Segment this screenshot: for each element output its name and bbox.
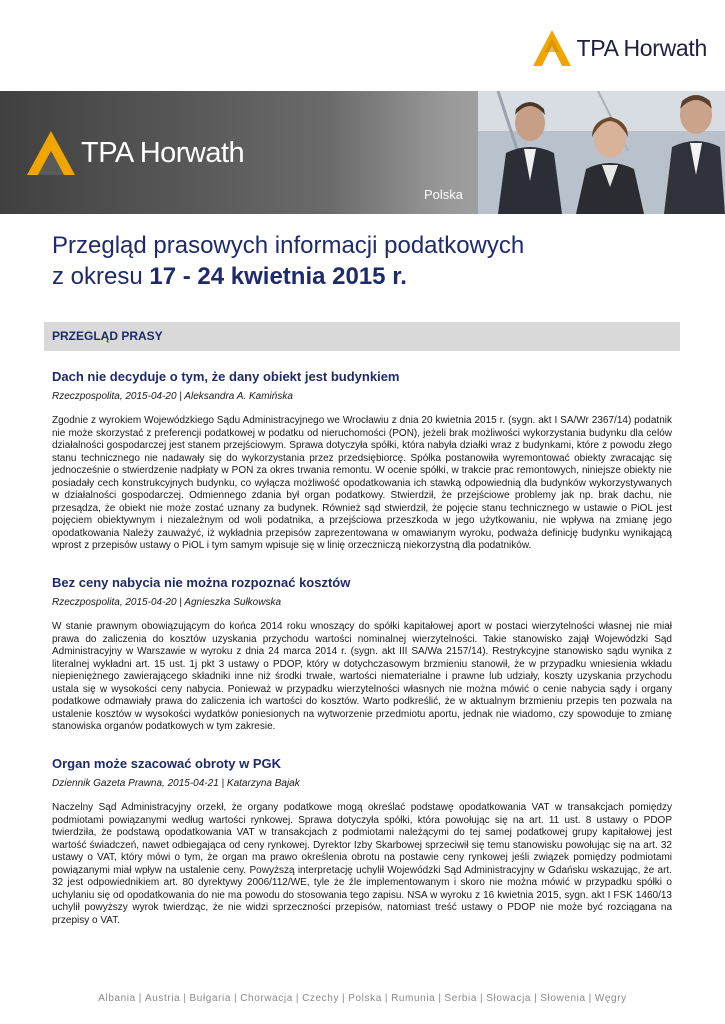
footer-country: Polska <box>348 993 382 1004</box>
title-line-1: Przegląd prasowych informacji podatkowych <box>52 232 525 259</box>
footer-separator: | <box>480 993 484 1004</box>
footer-country: Albania <box>98 993 136 1004</box>
title-date-range: 17 - 24 kwietnia 2015 r. <box>149 263 407 290</box>
footer-country: Węgry <box>594 993 627 1004</box>
footer-country: Chorwacja <box>240 993 293 1004</box>
footer-country-list <box>0 993 725 1004</box>
peak-logo-icon <box>25 129 77 177</box>
article <box>52 575 672 734</box>
footer-country: Austria <box>145 993 181 1004</box>
country-label: Polska <box>424 187 464 202</box>
page-title <box>52 230 682 292</box>
section-label: PRZEGLĄD PRASY <box>52 329 163 343</box>
article-source: Rzeczpospolita, 2015-04-20 | Aleksandra A. Kamińska <box>52 391 293 402</box>
article <box>52 369 672 553</box>
article-heading: Dach nie decyduje o tym, że dany obiekt jest budynkiem <box>52 369 400 384</box>
footer-separator: | <box>342 993 346 1004</box>
section-header <box>44 322 680 351</box>
footer-separator: | <box>138 993 142 1004</box>
footer-separator: | <box>588 993 592 1004</box>
business-people-photo <box>478 91 725 214</box>
brand-name: TPA Horwath <box>576 34 707 61</box>
footer-country: Rumunia <box>391 993 436 1004</box>
banner-brand-name: TPA Horwath <box>81 136 245 169</box>
footer-country: Czechy <box>302 993 340 1004</box>
article-body: Zgodnie z wyrokiem Wojewódzkiego Sądu Administracyjnego we Wrocławiu z dnia 20 kwietnia 2015 r. (sygn. akt I SA/Wr 2367/14) podatnik nie może skorzystać z preferencji podatkowej w podatku od nieruchomości (PON), jeżeli brak możliwości wykorzystania budynku dla celów działalności gospodarczej jest stanem przejściowym. Sprawa dotyczyła spółki, która nabyła działki wraz z budynkami, które z powodu złego stanu technicznego nie nadawały się do wykorzystania przez przedsiębiorcę. Spółka postanowiła wyremontować obiekty zwracając się jednocześnie o stwierdzenie nadpłaty w PON za okres trwania remontu. W ocenie spółki, w trakcie prac remontowych, niniejsze obiekty nie posiadały cech konstrukcyjnych budynku, co wyłącza możliwość opodatkowania ich stawką odpowiednią dla budynków wykorzystywanych w działalności gospodarczej. Odmiennego zdania był organ podatkowy. Stwierdził, że przejściowe problemy jak np. brak dachu, nie przesądza, że obiekt nie może zostać uznany za budynek. Również sąd stwierdził, że pojęcie stanu technicznego w ustawie o PiOL jest pojęciem obiektywnym i niezależnym od woli podatnika, a przejściowa przeszkoda w jego użytkowaniu, nie wpływa na zmianę jego opodatkowania Należy zauważyć, iż wykładnia przepisów zaprezentowana w omawianym wyroku, podważa definicję budynku wynikającą wprost z przepisów ustawy o PiOL i tym samym wpisuje się w linię orzeczniczą niekorzystną dla podatników. <box>52 415 672 551</box>
article-heading: Bez ceny nabycia nie można rozpoznać kosztów <box>52 575 351 590</box>
footer-separator: | <box>183 993 187 1004</box>
article <box>52 756 672 927</box>
footer-country: Słowacja <box>486 993 532 1004</box>
footer-country: Słowenia <box>540 993 586 1004</box>
peak-logo-icon <box>531 28 573 68</box>
banner <box>0 91 725 214</box>
footer-separator: | <box>295 993 300 1004</box>
footer-separator: | <box>438 993 442 1004</box>
article-source: Dziennik Gazeta Prawna, 2015-04-21 | Katarzyna Bajak <box>52 778 300 789</box>
title-prefix: z okresu <box>52 263 150 290</box>
article-body: Naczelny Sąd Administracyjny orzekł, że organy podatkowe mogą określać podstawę opodatkowania VAT w transakcjach pomiędzy podmiotami powiązanymi według wartości rynkowej. Sprawa dotyczyła spółki, która powołując się na art. 11 ust. 8 ustawy o PDOP twierdziła, że podstawą opodatkowania VAT w transakcjach z podmiotami należącymi do tej samej podatkowej grupy kapitałowej jest wartość świadczeń, nawet odbiegająca od ceny rynkowej. Dyrektor Izby Skarbowej sprzeciwił się temu stanowisku powołując się na art. 32 ustawy o VAT, który mówi o tym, że organ ma prawo określenia obrotu na postawie ceny rynkowej jeśli związek pomiędzy podmiotami powiązanymi miał wpływ na ustalenie ceny. Powyższą interpretację uchylił Wojewódzki Sąd Administracyjny w Gdańsku wskazując, że art. 32 jest odpowiednikiem art. 80 dyrektywy 2006/112/WE, tyle że źle implementowanym i skoro nie można mówić w przypadku spółki o uchylaniu się od opodatkowania do nie ma powodu do stosowania tego zapisu. NSA w wyroku z 16 kwietnia 2015, sygn. akt I FSK 1460/13 uchylił powyższy wyrok twierdząc, że nie widzi sprzeczności przepisów, natomiast treść ustawy o PDOP nie może być rozciągana na przepisy o VAT. <box>52 802 672 926</box>
footer-country: Serbia <box>444 993 478 1004</box>
article-body: W stanie prawnym obowiązującym do końca 2014 roku wnoszący do spółki kapitałowej aport w postaci wierzytelności własnej nie miał prawa do zaliczenia do kosztów uzyskania przychodu wartości nominalnej wierzytelności. Takie stanowisko zajął Wojewódzki Sąd Administracyjny w Warszawie w wyroku z dnia 24 marca 2014 r. (sygn. akt III SA/Wa 2157/14). Restrykcyjne stanowisko sądu wynika z literalnej wykładni art. 15 ust. 1j pkt 3 ustawy o PDOP, który w dotychczasowym brzmieniu stanowił, że w przypadku wniesienia wkładu niepieniężnego zawierającego składniki inne niż środki trwałe, wartości niematerialne i prawne lub udziały, koszty uzyskania przychodu ustala się w wysokości ceny nabycia. Ponieważ w przypadku wierzytelności własnych nie można mówić o cenie nabycia sądy i organy podatkowe odmawiały prawa do zaliczenia ich wartości do kosztów. Warto podkreślić, że w aktualnym brzmieniu przepis ten pozwala na ustalenie kosztów w wysokości wydatków poniesionych na wytworzenie przedmiotu aportu, jednak nie wiadomo, czy spowoduje to zmianę stanowiska organów podatkowych w tym zakresie. <box>52 621 672 732</box>
banner-logo <box>25 129 244 177</box>
footer-country: Bułgaria <box>189 993 232 1004</box>
article-heading: Organ może szacować obroty w PGK <box>52 756 281 771</box>
title-line-2 <box>52 261 682 292</box>
article-source: Rzeczpospolita, 2015-04-20 | Agnieszka Sułkowska <box>52 597 282 608</box>
footer-separator: | <box>534 993 538 1004</box>
footer-separator: | <box>384 993 389 1004</box>
header-logo <box>531 28 708 68</box>
footer-separator: | <box>234 993 238 1004</box>
